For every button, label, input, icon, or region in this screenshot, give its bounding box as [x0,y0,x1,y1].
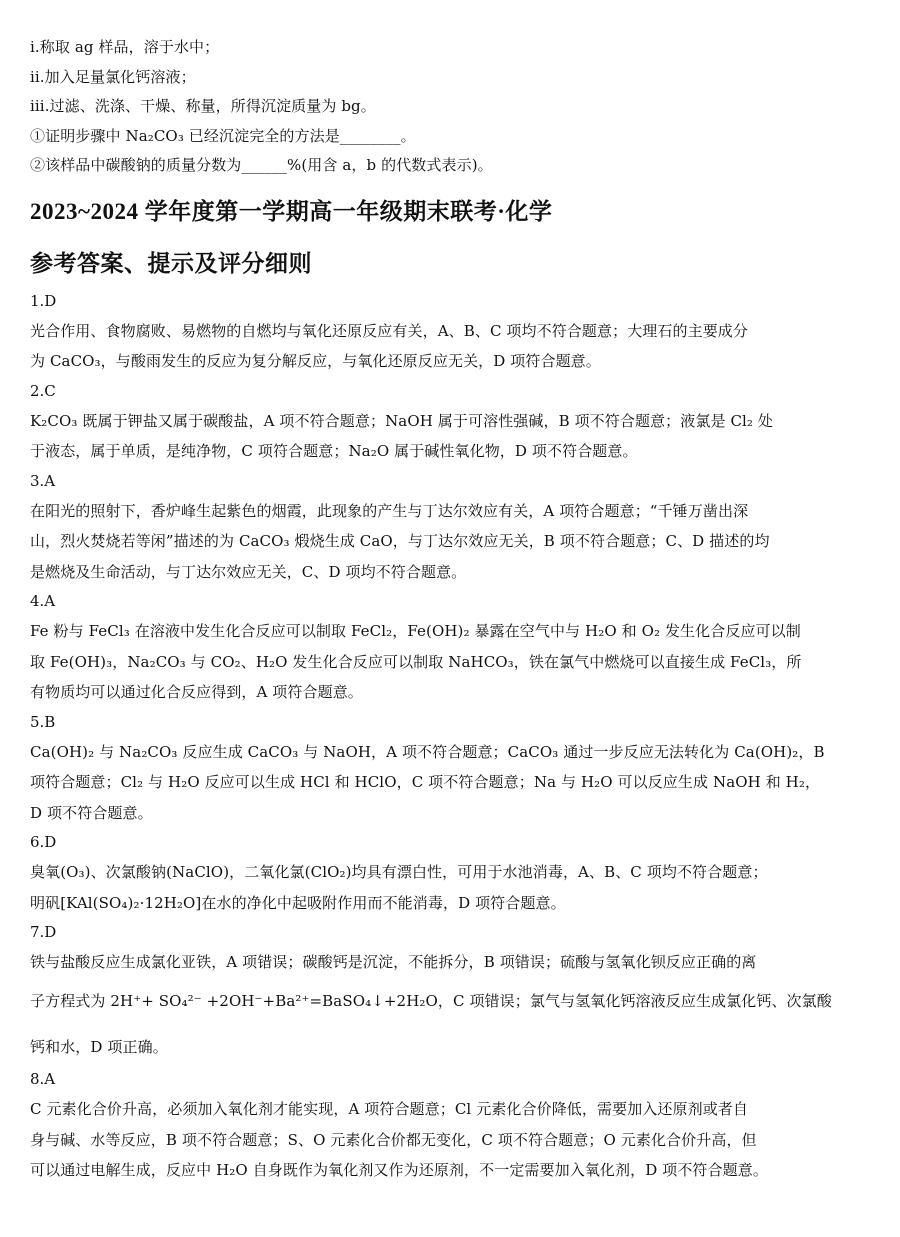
answer-label: 7.D [30,923,57,941]
question-steps [30,33,860,181]
answer-label: 4.A [30,592,56,610]
question-line: ②该样品中碳酸钠的质量分数为______%(用含 a，b 的代数式表示)。 [30,156,493,174]
answer-explanation [30,406,860,467]
answer-label: 2.C [30,381,56,400]
answer-7 [30,918,860,1065]
answer-explanation [30,1094,860,1186]
answer-explanation [30,737,860,829]
step-line: iii.过滤、洗涤、干燥、称量，所得沉淀质量为 bg。 [30,97,376,115]
answer-label: 5.B [30,712,56,731]
explanation-line: 于液态，属于单质，是纯净物，C 项符合题意；Na₂O 属于碱性氧化物，D 项不符合题意。 [30,442,638,460]
ionic-equation-line: 子方程式为 2H⁺+ SO₄²⁻ +2OH⁻+Ba²⁺=BaSO₄↓+2H₂O，C 项错误；氯气与氢氧化钙溶液反应生成氯化钙、次氯酸 [30,992,832,1010]
explanation-line: 山，烈火焚烧若等闲”描述的为 CaCO₃ 煅烧生成 CaO，与丁达尔效应无关，B 项不符合题意；C、D 描述的均 [30,532,770,550]
explanation-line: 是燃烧及生命活动，与丁达尔效应无关，C、D 项均不符合题意。 [30,562,467,581]
explanation-line: C 元素化合价升高，必须加入氧化剂才能实现，A 项符合题意；Cl 元素化合价降低，需要加入还原剂或者自 [30,1100,748,1118]
answer-8 [30,1065,860,1186]
answer-label: 1.D [30,291,57,310]
explanation-line: 身与碱、水等反应，B 项不符合题意；S、O 元素化合价都无变化，C 项不符合题意；O 元素化合价升高，但 [30,1130,757,1149]
answer-list [30,287,860,1186]
answer-6 [30,828,860,918]
explanation-line: 可以通过电解生成，反应中 H₂O 自身既作为氧化剂又作为还原剂，不一定需要加入氧化剂，D 项不符合题意。 [30,1161,768,1179]
answer-explanation [30,316,860,377]
answer-4 [30,587,860,708]
explanation-line: K₂CO₃ 既属于钾盐又属于碳酸盐，A 项不符合题意；NaOH 属于可溶性强碱，B 项不符合题意；液氯是 Cl₂ 处 [30,411,774,430]
answer-5 [30,708,860,829]
explanation-line: Ca(OH)₂ 与 Na₂CO₃ 反应生成 CaCO₃ 与 NaOH，A 项不符合题意；CaCO₃ 通过一步反应无法转化为 Ca(OH)₂，B [30,742,825,761]
answer-explanation [30,857,860,918]
question-line: ①证明步骤中 Na₂CO₃ 已经沉淀完全的方法是________。 [30,126,416,145]
explanation-line: 有物质均可以通过化合反应得到，A 项符合题意。 [30,683,363,701]
step-line: ii.加入足量氯化钙溶液； [30,67,196,86]
answer-2 [30,377,860,467]
document-title: 2023~2024 学年度第一学期高一年级期末联考·化学 [30,198,553,224]
answer-label: 6.D [30,833,57,851]
explanation-line: 光合作用、食物腐败、易燃物的自燃均与氧化还原反应有关，A、B、C 项均不符合题意；大理石的主要成分 [30,321,749,340]
answer-1 [30,287,860,377]
explanation-line: Fe 粉与 FeCl₃ 在溶液中发生化合反应可以制取 FeCl₂，Fe(OH)₂ 暴露在空气中与 H₂O 和 O₂ 发生化合反应可以制 [30,622,801,640]
explanation-line: 项符合题意；Cl₂ 与 H₂O 反应可以生成 HCl 和 HClO，C 项不符合题意；Na 与 H₂O 可以反应生成 NaOH 和 H₂， [30,773,821,791]
answer-explanation [30,947,860,1065]
answer-explanation [30,496,860,588]
answer-3 [30,467,860,588]
explanation-line: 铁与盐酸反应生成氯化亚铁，A 项错误；碳酸钙是沉淀，不能拆分，B 项错误；硫酸与氢氧化钡反应正确的离 [30,953,757,971]
explanation-line: 取 Fe(OH)₃，Na₂CO₃ 与 CO₂、H₂O 发生化合反应可以制取 NaHCO₃，铁在氯气中燃烧可以直接生成 FeCl₃，所 [30,652,802,671]
explanation-line: 为 CaCO₃，与酸雨发生的反应为复分解反应，与氧化还原反应无关，D 项符合题意。 [30,352,601,370]
answer-explanation [30,616,860,708]
explanation-line: 在阳光的照射下，香炉峰生起紫色的烟霞，此现象的产生与丁达尔效应有关，A 项符合题意；“千锤万凿出深 [30,501,749,520]
answer-label: 3.A [30,471,56,490]
explanation-line: D 项不符合题意。 [30,803,153,822]
explanation-line: 臭氧(O₃)、次氯酸钠(NaClO)，二氧化氯(ClO₂)均具有漂白性，可用于水池消毒，A、B、C 项均不符合题意； [30,863,768,881]
explanation-line: 明矾[KAl(SO₄)₂·12H₂O]在水的净化中起吸附作用而不能消毒，D 项符合题意。 [30,893,566,912]
document-subtitle: 参考答案、提示及评分细则 [30,250,312,276]
step-line: i.称取 ag 样品，溶于水中； [30,38,220,56]
answer-label: 8.A [30,1070,56,1088]
explanation-line: 钙和水，D 项正确。 [30,1038,168,1056]
